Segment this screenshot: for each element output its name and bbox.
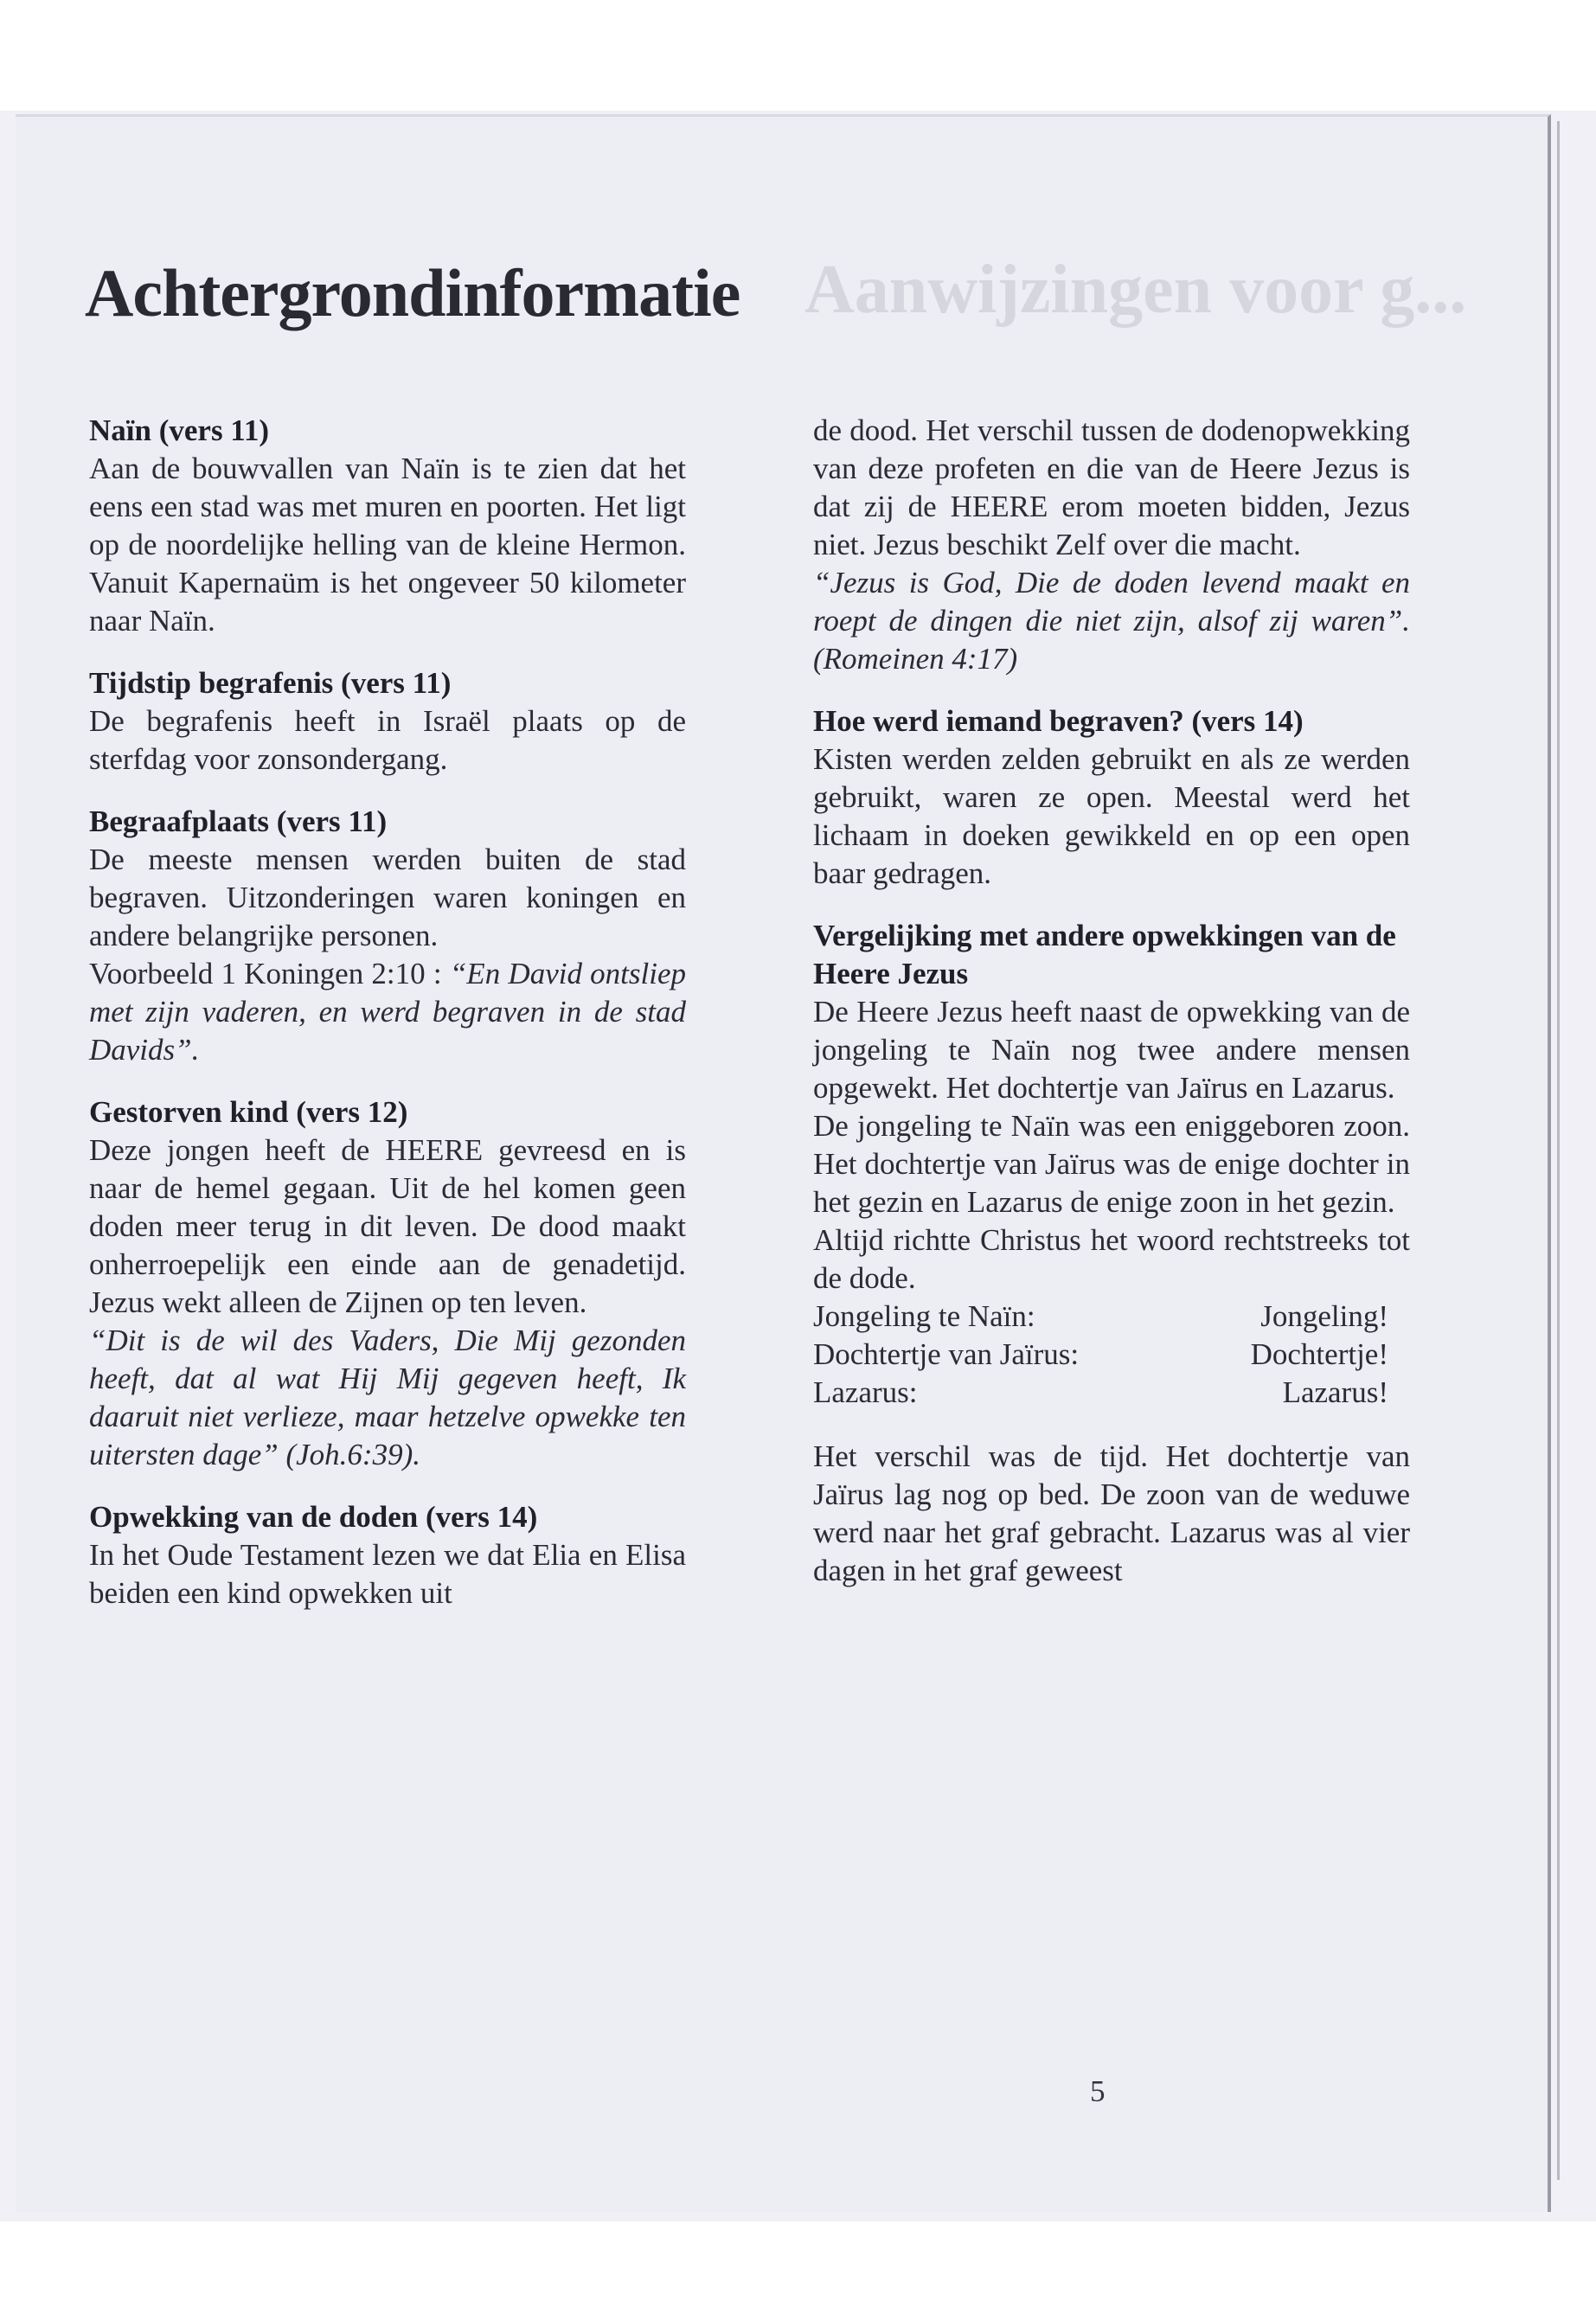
- page-title: Achtergrondinformatie: [85, 255, 740, 330]
- section-text: In het Oude Testament lezen we dat Elia en Elisa beiden een kind opwekken uit: [89, 1538, 686, 1610]
- comparison-call: Jongeling!: [1260, 1299, 1388, 1333]
- comparison-call: Dochtertje!: [1250, 1337, 1388, 1371]
- comparison-person: Jongeling te Naïn:: [813, 1299, 1035, 1333]
- bible-quote: “En David ontsliep met zijn vaderen, en werd begraven in de stad Davids”.: [89, 957, 687, 1067]
- section-text: De begrafenis heeft in Israël plaats op de sterfdag voor zonsondergang.: [89, 704, 686, 776]
- comparison-person: Lazarus:: [813, 1375, 918, 1409]
- section-text: de dood. Het verschil tussen de dodenopwekking van deze profeten en die van de Heere Jezus is dat zij de HEERE erom moeten bidden, Jezus niet. Jezus beschikt Zelf over die macht.: [813, 413, 1410, 561]
- section-heading: Vergelijking met andere opwekkingen van de Heere Jezus: [813, 919, 1396, 990]
- spacer: [813, 1412, 1410, 1438]
- section-heading: Tijdstip begrafenis (vers 11): [89, 666, 452, 700]
- page-number: 5: [1090, 2074, 1106, 2108]
- section-heading: Begraafplaats (vers 11): [89, 804, 388, 838]
- section-heading: Opwekking van de doden (vers 14): [89, 1500, 538, 1534]
- comparison-person: Dochtertje van Jaïrus:: [813, 1337, 1080, 1371]
- section-text: Aan de bouwvallen van Naïn is te zien dat het eens een stad was met muren en poorten. Het ligt op de noordelijke helling van de kleine Hermon. Vanuit Kapernaüm is het ongeveer 50 kilometer naar Naïn.: [89, 452, 686, 638]
- section-text: Het verschil was de tijd. Het dochtertje van Jaïrus lag nog op bed. De zoon van de weduwe werd naar het graf gebracht. Lazarus was al vier dagen in het graf geweest: [813, 1439, 1410, 1587]
- page-edge: [1557, 121, 1560, 2180]
- reference-label: Voorbeeld 1 Koningen 2:10 :: [89, 957, 442, 990]
- section-nain: [89, 412, 686, 640]
- section-text: Kisten werden zelden gebruikt en als ze werden gebruikt, waren ze open. Meestal werd het lichaam in doeken gewikkeld en op een open baar gedragen.: [813, 742, 1410, 890]
- show-through-heading: Aanwijzingen voor g...: [804, 252, 1467, 328]
- section-text: De meeste mensen werden buiten de stad begraven. Uitzonderingen waren koningen en andere belangrijke personen.: [89, 843, 686, 952]
- section-text: Altijd richtte Christus het woord rechtstreeks tot de dode.: [813, 1223, 1410, 1295]
- section-text: De Heere Jezus heeft naast de opwekking van de jongeling te Naïn nog twee andere mensen opgewekt. Het dochtertje van Jaïrus en Lazarus.: [813, 995, 1410, 1105]
- bible-quote: “Jezus is God, Die de doden levend maakt en roept de dingen die niet zijn, alsof zij waren”. (Romeinen 4:17): [813, 566, 1410, 676]
- section-text: De jongeling te Naïn was een eniggeboren zoon. Het dochtertje van Jaïrus was de enige dochter in het gezin en Lazarus de enige zoon in het gezin.: [813, 1109, 1410, 1219]
- section-opwekking: [89, 1498, 686, 1612]
- left-column: [89, 412, 686, 1637]
- section-begraafplaats: [89, 803, 686, 1069]
- section-vergelijking: [813, 917, 1410, 1590]
- section-tijdstip: [89, 664, 686, 779]
- section-heading: Hoe werd iemand begraven? (vers 14): [813, 704, 1304, 738]
- section-heading: Gestorven kind (vers 12): [89, 1095, 408, 1129]
- section-heading: Naïn (vers 11): [89, 413, 270, 447]
- bible-reference: [89, 955, 686, 1069]
- comparison-call: Lazarus!: [1282, 1375, 1388, 1409]
- section-gestorven-kind: [89, 1093, 686, 1474]
- comparison-list: [813, 1298, 1410, 1412]
- section-text: Deze jongen heeft de HEERE gevreesd en is naar de hemel gegaan. Uit de hel komen geen doden meer terug in dit leven. De dood maakt onherroepelijk een einde aan de genadetijd. Jezus wekt alleen de Zijnen op ten leven.: [89, 1133, 686, 1319]
- right-column: [813, 412, 1410, 1614]
- section-continuation: [813, 412, 1410, 678]
- section-begraven: [813, 702, 1410, 893]
- bible-quote: “Dit is de wil des Vaders, Die Mij gezonden heeft, dat al wat Hij Mij gegeven heeft, Ik daaruit niet verlieze, maar hetzelve opwekke ten uitersten dage” (Joh.6:39).: [89, 1324, 686, 1471]
